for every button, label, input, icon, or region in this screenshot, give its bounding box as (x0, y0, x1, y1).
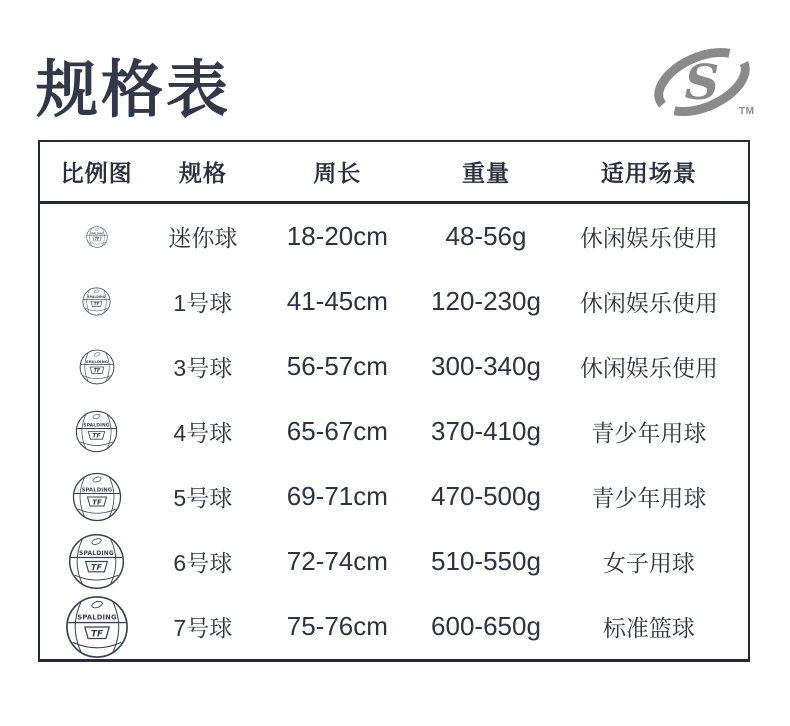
table-row (40, 269, 748, 334)
scenario-value: 青少年用球 (591, 420, 707, 446)
weight-value: 300-340g (431, 351, 541, 381)
scenario-value: 休闲娱乐使用 (579, 290, 718, 316)
table-row (40, 334, 748, 399)
table-row (40, 399, 748, 464)
page-title: 规格表 (36, 56, 232, 125)
spec-value: 4号球 (173, 420, 233, 446)
ball-icon (40, 529, 153, 594)
weight-value: 370-410g (431, 416, 541, 446)
circumference-value: 18-20cm (286, 221, 388, 251)
table-row (40, 594, 748, 659)
circumference-value: 72-74cm (286, 546, 388, 576)
ball-icon (40, 334, 153, 399)
spec-value: 6号球 (173, 550, 233, 576)
logo-letter: S (684, 55, 720, 111)
header-scale-image: 比例图 (60, 160, 133, 186)
weight-value: 48-56g (445, 221, 527, 251)
ball-icon (40, 269, 153, 334)
weight-value: 600-650g (431, 611, 541, 641)
spec-value: 1号球 (173, 290, 233, 316)
weight-value: 120-230g (431, 286, 541, 316)
scenario-value: 休闲娱乐使用 (579, 355, 718, 381)
table-header-row (40, 142, 748, 204)
header-weight: 重量 (462, 160, 510, 186)
spec-table (38, 140, 750, 662)
table-row (40, 204, 748, 269)
circumference-value: 69-71cm (286, 481, 388, 511)
table-row (40, 464, 748, 529)
spec-value: 7号球 (173, 615, 233, 641)
spec-value: 5号球 (173, 485, 233, 511)
weight-value: 510-550g (431, 546, 541, 576)
circumference-value: 65-67cm (286, 416, 388, 446)
ball-icon (40, 399, 153, 464)
header-spec: 规格 (178, 160, 227, 186)
scenario-value: 女子用球 (602, 550, 695, 576)
scenario-value: 青少年用球 (591, 485, 707, 511)
spec-value: 3号球 (173, 355, 233, 381)
header-scenario: 适用场景 (600, 160, 697, 186)
scenario-value: 标准篮球 (602, 615, 695, 641)
ball-icon (40, 594, 153, 659)
ball-icon (40, 464, 153, 529)
ball-icon (40, 204, 153, 269)
table-row (40, 529, 748, 594)
circumference-value: 56-57cm (286, 351, 388, 381)
spec-value: 迷你球 (168, 225, 238, 251)
weight-value: 470-500g (431, 481, 541, 511)
circumference-value: 75-76cm (286, 611, 388, 641)
circumference-value: 41-45cm (286, 286, 388, 316)
trademark-label: TM (739, 106, 755, 117)
scenario-value: 休闲娱乐使用 (579, 225, 718, 251)
header-circumference: 周长 (313, 160, 362, 186)
